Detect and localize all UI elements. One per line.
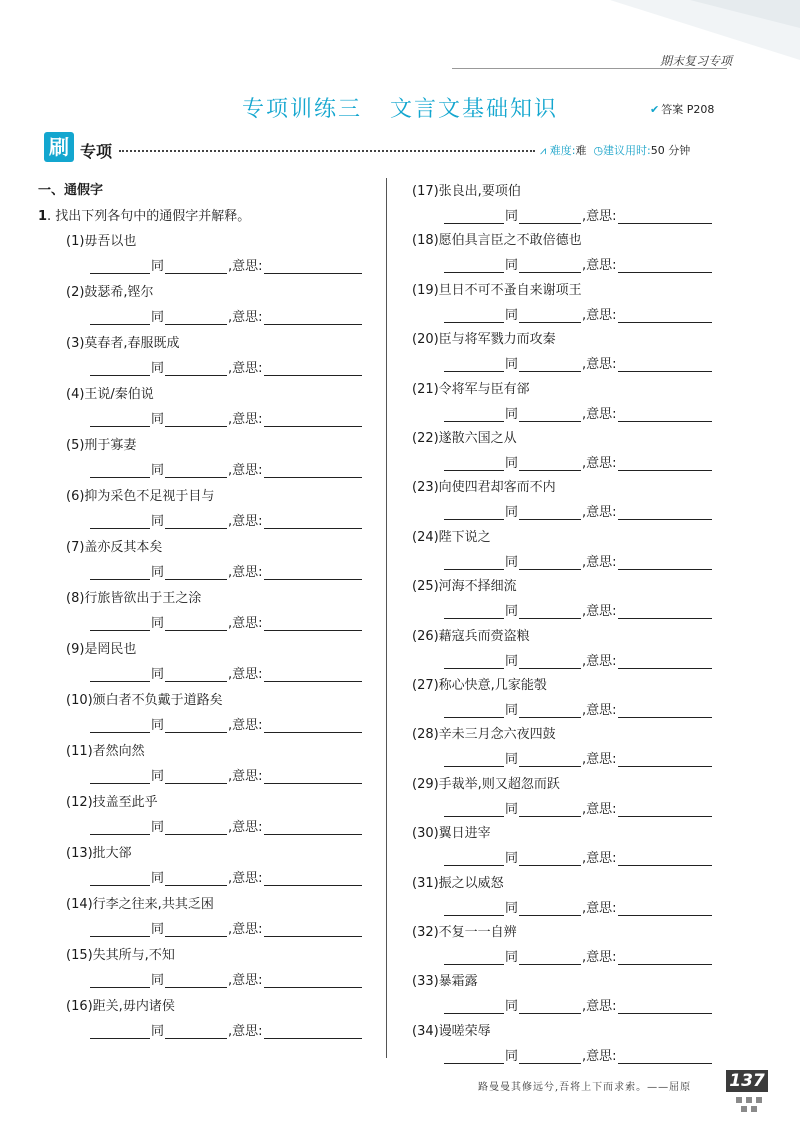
correct-char-blank[interactable]	[165, 922, 227, 937]
same-as-label: 同	[505, 1048, 519, 1064]
original-char-blank[interactable]	[444, 703, 504, 718]
same-as-label: 同	[505, 801, 519, 817]
original-char-blank[interactable]	[444, 1049, 504, 1064]
correct-char-blank[interactable]	[519, 752, 581, 767]
meaning-blank[interactable]	[618, 703, 712, 718]
question-text: (2)鼓瑟希,铿尔	[66, 285, 154, 300]
same-as-label: 同	[151, 463, 165, 478]
meaning-blank[interactable]	[618, 901, 712, 916]
meaning-blank[interactable]	[618, 258, 712, 273]
same-as-label: 同	[151, 922, 165, 937]
dot-band-decoration	[734, 1095, 784, 1115]
meaning-label: ,意思:	[228, 310, 263, 325]
meaning-blank[interactable]	[264, 667, 362, 682]
answer-row	[90, 816, 362, 835]
original-char-blank[interactable]	[444, 407, 504, 422]
meaning-label: ,意思:	[228, 922, 263, 937]
original-char-blank[interactable]	[90, 1024, 150, 1039]
question-text: (7)盖亦反其本矣	[66, 540, 163, 555]
original-char-blank[interactable]	[90, 718, 150, 733]
meaning-label: ,意思:	[582, 851, 617, 867]
answer-row	[444, 254, 712, 273]
correct-char-blank[interactable]	[165, 412, 227, 427]
answer-row	[90, 867, 362, 886]
meaning-label: ,意思:	[582, 950, 617, 965]
original-char-blank[interactable]	[444, 555, 504, 570]
original-char-blank[interactable]	[90, 361, 150, 376]
question-text: (28)辛未三月念六夜四鼓	[412, 727, 556, 743]
meaning-label: ,意思:	[582, 1048, 617, 1064]
original-char-blank[interactable]	[90, 973, 150, 988]
correct-char-blank[interactable]	[519, 999, 581, 1014]
meaning-blank[interactable]	[618, 407, 712, 422]
meaning-label: ,意思:	[228, 259, 263, 274]
answer-page: P208	[686, 103, 715, 116]
correct-char-blank[interactable]	[519, 357, 581, 372]
question-text: (18)愿伯具言臣之不敢倍德也	[412, 233, 582, 249]
same-as-label: 同	[505, 456, 519, 471]
original-char-blank[interactable]	[90, 565, 150, 580]
original-char-blank[interactable]	[444, 505, 504, 520]
dotted-leader	[119, 150, 535, 152]
question-text: (22)遂散六国之从	[412, 431, 517, 446]
same-as-label: 同	[505, 307, 519, 323]
meaning-blank[interactable]	[618, 604, 712, 619]
question-text: (3)莫春者,春服既成	[66, 336, 180, 351]
original-char-blank[interactable]	[90, 310, 150, 325]
answer-row	[444, 699, 712, 718]
meaning-blank[interactable]	[264, 361, 362, 376]
question-text: (8)行旅皆欲出于王之涂	[66, 591, 202, 606]
meaning-blank[interactable]	[618, 752, 712, 767]
answer-row	[90, 663, 362, 682]
meaning-blank[interactable]	[264, 565, 362, 580]
meaning-label: ,意思:	[228, 412, 263, 427]
question-text: (14)行李之往来,共其乏困	[66, 897, 214, 912]
answer-row	[444, 600, 712, 619]
meaning-label: ,意思:	[582, 801, 617, 817]
same-as-label: 同	[505, 505, 519, 521]
question-text: (17)张良出,要项伯	[412, 184, 521, 199]
question-text: (26)藉寇兵而赍盗粮	[412, 628, 530, 644]
original-char-blank[interactable]	[444, 308, 504, 323]
same-as-label: 同	[505, 406, 519, 422]
question-text: (31)振之以威怒	[412, 875, 504, 891]
correct-char-blank[interactable]	[519, 258, 581, 273]
correct-char-blank[interactable]	[519, 505, 581, 520]
correct-char-blank[interactable]	[519, 851, 581, 866]
question-text: (5)刑于寡妻	[66, 438, 137, 453]
correct-char-blank[interactable]	[165, 718, 227, 733]
original-char-blank[interactable]	[444, 209, 504, 224]
answer-row	[90, 765, 362, 784]
instruction-number: 1	[38, 209, 48, 224]
question-text: (10)颁白者不负戴于道路矣	[66, 693, 223, 708]
meaning-label: ,意思:	[228, 463, 263, 478]
same-as-label: 同	[151, 514, 165, 529]
column-divider	[386, 178, 387, 1058]
same-as-label: 同	[505, 653, 519, 669]
original-char-blank[interactable]	[90, 259, 150, 274]
meaning-blank[interactable]	[618, 308, 712, 323]
brush-logo-icon	[44, 132, 74, 162]
answer-row	[90, 918, 362, 937]
original-char-blank[interactable]	[444, 258, 504, 273]
correct-char-blank[interactable]	[519, 703, 581, 718]
question-text: (32)不复一一自辨	[412, 925, 517, 940]
page-number: 137	[726, 1070, 768, 1092]
meaning-label: ,意思:	[228, 616, 263, 631]
meaning-blank[interactable]	[264, 1024, 362, 1039]
answer-row	[444, 995, 712, 1014]
question-text: (20)臣与将军戮力而攻秦	[412, 332, 556, 348]
meaning-blank[interactable]	[264, 259, 362, 274]
question-text: (15)失其所与,不知	[66, 948, 175, 963]
section-heading: 一、通假字	[38, 183, 104, 198]
correct-char-blank[interactable]	[165, 667, 227, 682]
answer-row	[444, 847, 712, 866]
meaning-label: ,意思:	[228, 1024, 263, 1039]
same-as-label: 同	[505, 999, 519, 1015]
meaning-blank[interactable]	[618, 654, 712, 669]
meaning-blank[interactable]	[264, 871, 362, 886]
same-as-label: 同	[505, 703, 519, 718]
correct-char-blank[interactable]	[519, 555, 581, 570]
bar-label: 专项	[80, 142, 113, 161]
same-as-label: 同	[505, 258, 519, 274]
meaning-label: ,意思:	[228, 565, 263, 580]
header-tag: 期末复习专项	[659, 54, 732, 68]
meaning-blank[interactable]	[264, 769, 362, 784]
same-as-label: 同	[505, 752, 519, 768]
answer-row	[444, 304, 712, 323]
question-text: (25)河海不择细流	[412, 579, 517, 595]
original-char-blank[interactable]	[444, 950, 504, 965]
time-label: 建议用时:	[603, 144, 651, 157]
answer-row	[90, 969, 362, 988]
question-text: (27)称心快意,几家能彀	[412, 678, 547, 693]
time-value: 50 分钟	[650, 144, 691, 157]
original-char-blank[interactable]	[90, 667, 150, 682]
meaning-label: ,意思:	[582, 406, 617, 422]
answer-row	[90, 612, 362, 631]
answer-row	[444, 650, 712, 669]
original-char-blank[interactable]	[90, 616, 150, 631]
same-as-label: 同	[505, 900, 519, 916]
correct-char-blank[interactable]	[165, 616, 227, 631]
meaning-label: ,意思:	[582, 554, 617, 570]
question-text: (21)令将军与臣有郤	[412, 381, 530, 397]
correct-char-blank[interactable]	[519, 802, 581, 817]
correct-char-blank[interactable]	[519, 604, 581, 619]
original-char-blank[interactable]	[444, 752, 504, 767]
correct-char-blank[interactable]	[165, 769, 227, 784]
answer-row	[90, 408, 362, 427]
correct-char-blank[interactable]	[165, 463, 227, 478]
answer-row	[444, 1045, 712, 1064]
correct-char-blank[interactable]	[519, 308, 581, 323]
meta-info	[540, 142, 690, 158]
original-char-blank[interactable]	[444, 456, 504, 471]
meaning-label: ,意思:	[228, 667, 263, 682]
same-as-label: 同	[505, 604, 519, 620]
answer-row	[90, 510, 362, 529]
same-as-label: 同	[151, 871, 165, 886]
question-text: (30)翼日进宰	[412, 826, 491, 842]
meaning-label: ,意思:	[228, 871, 263, 886]
footer-quote: 路曼曼其修远兮,吾将上下而求索。——屈原	[478, 1082, 692, 1093]
original-char-blank[interactable]	[444, 802, 504, 817]
correct-char-blank[interactable]	[165, 361, 227, 376]
header-rule	[452, 68, 727, 69]
answer-row	[90, 714, 362, 733]
question-text: (1)毋吾以也	[66, 234, 137, 249]
same-as-label: 同	[151, 412, 165, 427]
meaning-label: ,意思:	[582, 653, 617, 669]
answer-row	[444, 798, 712, 817]
same-as-label: 同	[151, 361, 165, 376]
answer-row	[90, 306, 362, 325]
same-as-label: 同	[505, 851, 519, 867]
meaning-label: ,意思:	[582, 307, 617, 323]
original-char-blank[interactable]	[444, 604, 504, 619]
original-char-blank[interactable]	[90, 922, 150, 937]
answer-row	[444, 748, 712, 767]
correct-char-blank[interactable]	[519, 654, 581, 669]
same-as-label: 同	[505, 209, 519, 224]
answer-row	[90, 255, 362, 274]
correct-char-blank[interactable]	[165, 1024, 227, 1039]
same-as-label: 同	[151, 820, 165, 835]
same-as-label: 同	[505, 554, 519, 570]
meaning-blank[interactable]	[264, 310, 362, 325]
correct-char-blank[interactable]	[165, 310, 227, 325]
answer-row	[444, 551, 712, 570]
meaning-blank[interactable]	[264, 514, 362, 529]
answer-row	[444, 452, 712, 471]
meaning-blank[interactable]	[264, 973, 362, 988]
meaning-label: ,意思:	[582, 357, 617, 373]
meaning-blank[interactable]	[264, 922, 362, 937]
meaning-blank[interactable]	[618, 505, 712, 520]
original-char-blank[interactable]	[444, 999, 504, 1014]
meaning-label: ,意思:	[228, 514, 263, 529]
answer-row	[444, 403, 712, 422]
answer-label: 答案	[661, 103, 684, 116]
answer-ref	[650, 101, 714, 117]
meaning-label: ,意思:	[582, 258, 617, 274]
instruction	[38, 205, 250, 224]
meaning-blank[interactable]	[618, 950, 712, 965]
meaning-blank[interactable]	[618, 999, 712, 1014]
clock-icon: ◷	[593, 144, 604, 157]
same-as-label: 同	[151, 259, 165, 274]
title-left: 专项训练三	[241, 97, 362, 122]
meaning-blank[interactable]	[618, 802, 712, 817]
title-right: 文言文基础知识	[390, 97, 559, 122]
meaning-label: ,意思:	[228, 361, 263, 376]
instruction-text: . 找出下列各句中的通假字并解释。	[47, 209, 251, 224]
correct-char-blank[interactable]	[519, 456, 581, 471]
question-text: (11)者然向然	[66, 744, 145, 759]
same-as-label: 同	[151, 769, 165, 784]
original-char-blank[interactable]	[444, 357, 504, 372]
correct-char-blank[interactable]	[165, 259, 227, 274]
correct-char-blank[interactable]	[519, 950, 581, 965]
question-text: (19)旦日不可不蚤自来谢项王	[412, 282, 582, 298]
answer-row	[444, 946, 712, 965]
correct-char-blank[interactable]	[165, 871, 227, 886]
meaning-blank[interactable]	[264, 412, 362, 427]
meaning-label: ,意思:	[582, 456, 617, 471]
meaning-label: ,意思:	[228, 973, 263, 988]
answer-row	[90, 459, 362, 478]
original-char-blank[interactable]	[90, 871, 150, 886]
same-as-label: 同	[151, 565, 165, 580]
correct-char-blank[interactable]	[519, 209, 581, 224]
same-as-label: 同	[151, 310, 165, 325]
question-text: (34)谩嗟荣辱	[412, 1023, 491, 1039]
same-as-label: 同	[151, 616, 165, 631]
meaning-label: ,意思:	[582, 604, 617, 620]
answer-row	[90, 1020, 362, 1039]
same-as-label: 同	[151, 718, 165, 733]
difficulty-value: 难	[575, 144, 587, 157]
original-char-blank[interactable]	[90, 412, 150, 427]
difficulty-label: 难度:	[549, 144, 576, 157]
meaning-label: ,意思:	[582, 703, 617, 718]
meaning-blank[interactable]	[618, 209, 712, 224]
correct-char-blank[interactable]	[165, 514, 227, 529]
meaning-blank[interactable]	[264, 463, 362, 478]
same-as-label: 同	[151, 667, 165, 682]
question-text: (29)手裁举,则又超忽而跃	[412, 776, 560, 792]
meaning-blank[interactable]	[618, 555, 712, 570]
original-char-blank[interactable]	[444, 851, 504, 866]
meaning-label: ,意思:	[228, 769, 263, 784]
check-icon: ✔	[650, 103, 660, 116]
question-text: (6)抑为采色不足视于目与	[66, 489, 215, 504]
same-as-label: 同	[505, 357, 519, 373]
question-text: (16)距关,毋内诸侯	[66, 999, 175, 1014]
answer-row	[444, 205, 712, 224]
original-char-blank[interactable]	[444, 901, 504, 916]
correct-char-blank[interactable]	[519, 901, 581, 916]
correct-char-blank[interactable]	[165, 820, 227, 835]
meaning-blank[interactable]	[264, 616, 362, 631]
meaning-label: ,意思:	[228, 820, 263, 835]
meaning-label: ,意思:	[582, 209, 617, 224]
original-char-blank[interactable]	[90, 820, 150, 835]
original-char-blank[interactable]	[90, 514, 150, 529]
answer-row	[90, 357, 362, 376]
chart-icon: ⩘	[540, 144, 547, 157]
question-text: (12)技盖至此乎	[66, 795, 158, 810]
question-text: (4)王说/秦伯说	[66, 387, 154, 402]
correct-char-blank[interactable]	[165, 973, 227, 988]
correct-char-blank[interactable]	[165, 565, 227, 580]
answer-row	[90, 561, 362, 580]
answer-row	[444, 897, 712, 916]
question-text: (9)是罔民也	[66, 642, 137, 657]
meaning-label: ,意思:	[582, 752, 617, 768]
meaning-label: ,意思:	[582, 900, 617, 916]
meaning-blank[interactable]	[618, 456, 712, 471]
meaning-label: ,意思:	[228, 718, 263, 733]
meaning-blank[interactable]	[264, 820, 362, 835]
same-as-label: 同	[151, 1024, 165, 1039]
answer-row	[444, 353, 712, 372]
same-as-label: 同	[151, 973, 165, 988]
meaning-blank[interactable]	[618, 1049, 712, 1064]
correct-char-blank[interactable]	[519, 1049, 581, 1064]
question-text: (33)暴霜露	[412, 974, 478, 990]
meaning-label: ,意思:	[582, 505, 617, 521]
meaning-blank[interactable]	[264, 718, 362, 733]
meaning-label: ,意思:	[582, 999, 617, 1015]
correct-char-blank[interactable]	[519, 407, 581, 422]
meaning-blank[interactable]	[618, 357, 712, 372]
question-text: (23)向使四君却客而不内	[412, 480, 556, 496]
same-as-label: 同	[505, 950, 519, 965]
question-text: (13)批大郤	[66, 846, 132, 861]
meaning-blank[interactable]	[618, 851, 712, 866]
answer-row	[444, 501, 712, 520]
original-char-blank[interactable]	[90, 769, 150, 784]
original-char-blank[interactable]	[90, 463, 150, 478]
question-text: (24)陛下说之	[412, 529, 491, 545]
original-char-blank[interactable]	[444, 654, 504, 669]
brush-char: 刷	[49, 135, 69, 159]
